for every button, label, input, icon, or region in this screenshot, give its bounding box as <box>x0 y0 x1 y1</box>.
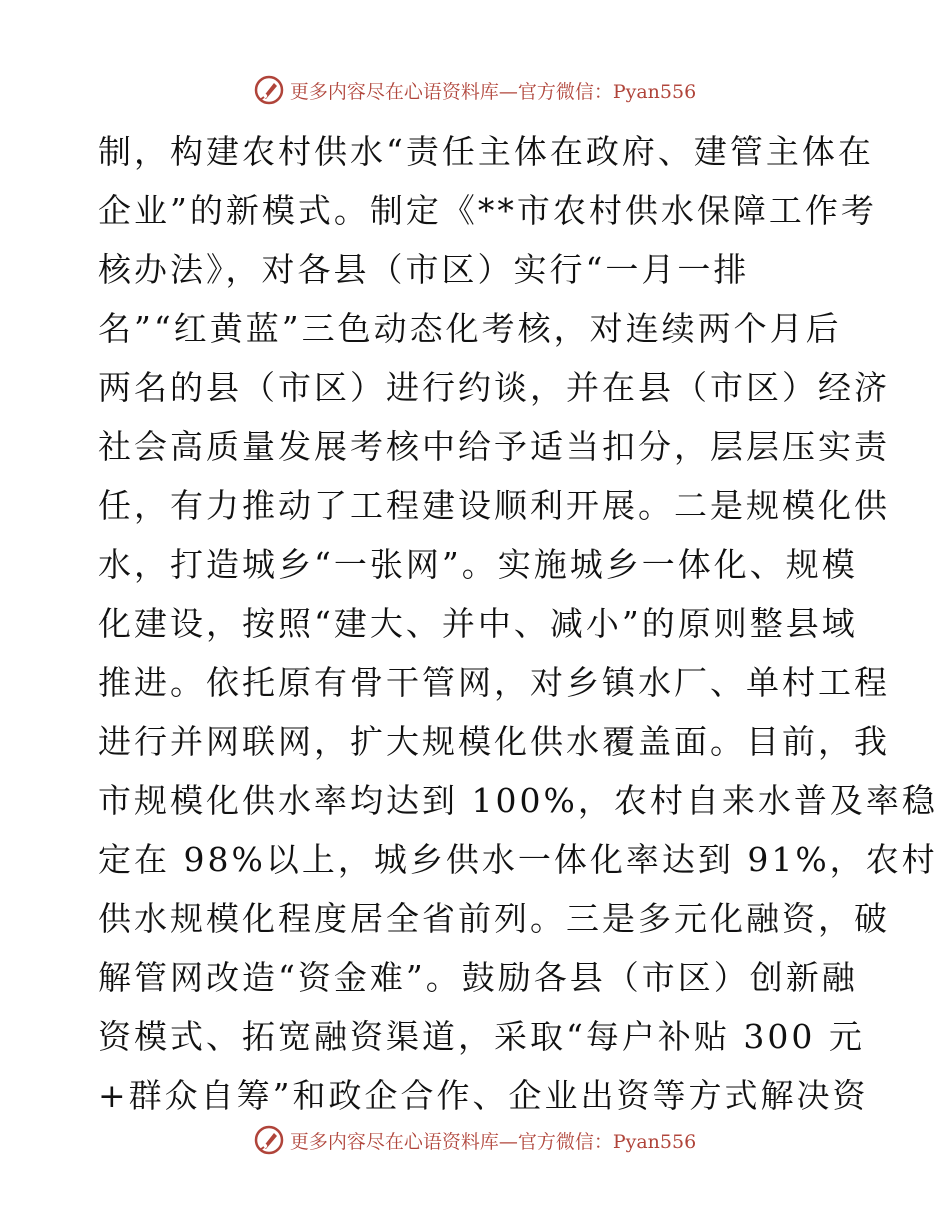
body-line: 核办法》，对各县（市区）实行“一月一排 <box>98 250 750 289</box>
body-line: 两名的县（市区）进行约谈，并在县（市区）经济 <box>98 368 890 407</box>
body-line: 企业”的新模式。制定《**市农村供水保障工作考 <box>98 191 877 230</box>
body-line: 化建设，按照“建大、并中、减小”的原则整县域 <box>98 604 858 643</box>
body-line: 名”“红黄蓝”三色动态化考核，对连续两个月后 <box>98 309 842 348</box>
body-line: 进行并网联网，扩大规模化供水覆盖面。目前，我 <box>98 722 890 761</box>
body-line: 社会高质量发展考核中给予适当扣分，层层压实责 <box>98 427 890 466</box>
header-watermark-banner <box>0 70 950 110</box>
body-line: 供水规模化程度居全省前列。三是多元化融资，破 <box>98 899 890 938</box>
footer-watermark-banner <box>0 1120 950 1160</box>
body-line: 资模式、拓宽融资渠道，采取“每户补贴 300 元 <box>98 1017 865 1056</box>
body-line: +群众自筹”和政企合作、企业出资等方式解决资 <box>98 1076 869 1115</box>
footer-watermark-text: 更多内容尽在心语资料库—官方微信：Pyan556 <box>289 1130 697 1153</box>
header-watermark-text: 更多内容尽在心语资料库—官方微信：Pyan556 <box>289 80 697 103</box>
body-line: 市规模化供水率均达到 100%，农村自来水普及率稳 <box>98 781 938 820</box>
pen-nib-logo-icon <box>254 75 284 105</box>
pen-nib-logo-icon <box>254 1125 284 1155</box>
body-line: 推进。依托原有骨干管网，对乡镇水厂、单村工程 <box>98 663 890 702</box>
body-line: 解管网改造“资金难”。鼓励各县（市区）创新融 <box>98 958 858 997</box>
document-body <box>98 122 938 1125</box>
body-line: 定在 98%以上，城乡供水一体化率达到 91%，农村 <box>98 840 938 879</box>
body-line: 制，构建农村供水“责任主体在政府、建管主体在 <box>98 132 874 171</box>
body-line: 任，有力推动了工程建设顺利开展。二是规模化供 <box>98 486 890 525</box>
body-line: 水，打造城乡“一张网”。实施城乡一体化、规模 <box>98 545 858 584</box>
